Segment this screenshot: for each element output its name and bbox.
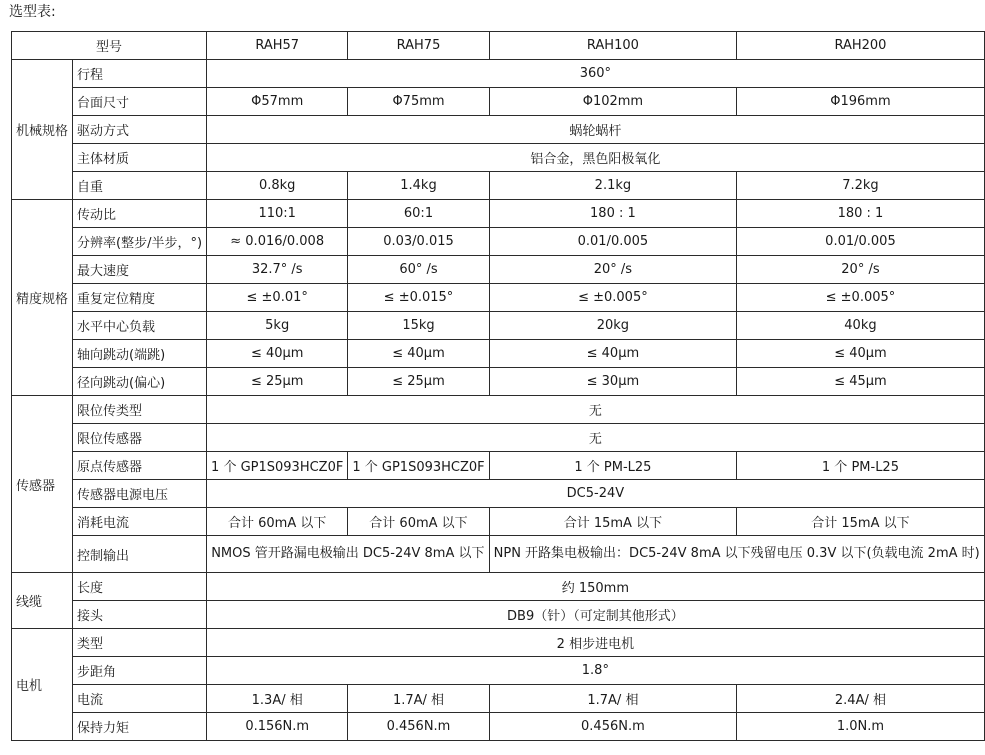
row-value: 0.01/0.005 <box>737 228 985 256</box>
table-row <box>12 480 985 508</box>
table-row <box>12 657 985 685</box>
row-label: 限位传感器 <box>73 424 207 452</box>
row-value: 无 <box>207 396 985 424</box>
row-value: 合计 60mA 以下 <box>207 508 348 536</box>
row-value: 2.1kg <box>489 172 737 200</box>
row-value: 1.7A/ 相 <box>489 685 737 713</box>
table-row <box>12 424 985 452</box>
row-label: 原点传感器 <box>73 452 207 480</box>
table-row <box>12 573 985 601</box>
row-value: NPN 开路集电极输出：DC5-24V 8mA 以下残留电压 0.3V 以下(负载电流 2mA 时) <box>489 536 984 573</box>
table-row <box>12 200 985 228</box>
row-value: ≤ 25μm <box>348 368 489 396</box>
table-row <box>12 340 985 368</box>
row-value: 约 150mm <box>207 573 985 601</box>
row-value: Φ75mm <box>348 88 489 116</box>
table-row <box>12 60 985 88</box>
row-value: 7.2kg <box>737 172 985 200</box>
row-label: 行程 <box>73 60 207 88</box>
table-row <box>12 284 985 312</box>
row-label: 台面尺寸 <box>73 88 207 116</box>
row-value: 0.456N.m <box>348 713 489 741</box>
row-label: 主体材质 <box>73 144 207 172</box>
row-value: 20° /s <box>737 256 985 284</box>
row-label: 类型 <box>73 629 207 657</box>
table-row <box>12 452 985 480</box>
row-value: Φ196mm <box>737 88 985 116</box>
row-value: 蜗轮蜗杆 <box>207 116 985 144</box>
row-label: 传动比 <box>73 200 207 228</box>
row-value: 1.0N.m <box>737 713 985 741</box>
row-value: ≤ ±0.005° <box>489 284 737 312</box>
row-value: ≤ 30μm <box>489 368 737 396</box>
table-row <box>12 228 985 256</box>
table-row <box>12 88 985 116</box>
model-header: RAH200 <box>737 32 985 60</box>
row-value: DC5-24V <box>207 480 985 508</box>
row-label: 保持力矩 <box>73 713 207 741</box>
row-value: 2.4A/ 相 <box>737 685 985 713</box>
row-label: 控制输出 <box>73 536 207 573</box>
row-value: ≈ 0.016/0.008 <box>207 228 348 256</box>
row-value: 1 个 GP1S093HCZ0F <box>207 452 348 480</box>
row-value: 1 个 GP1S093HCZ0F <box>348 452 489 480</box>
row-value: 20kg <box>489 312 737 340</box>
header-label: 型号 <box>12 32 207 60</box>
row-value: ≤ 45μm <box>737 368 985 396</box>
row-value: ≤ ±0.015° <box>348 284 489 312</box>
row-value: 0.156N.m <box>207 713 348 741</box>
row-value: 180 : 1 <box>489 200 737 228</box>
row-label: 电流 <box>73 685 207 713</box>
row-value: 360° <box>207 60 985 88</box>
table-row <box>12 396 985 424</box>
row-value: 1.7A/ 相 <box>348 685 489 713</box>
model-header: RAH75 <box>348 32 489 60</box>
row-value: 60° /s <box>348 256 489 284</box>
row-label: 接头 <box>73 601 207 629</box>
row-value: 合计 15mA 以下 <box>737 508 985 536</box>
row-label: 水平中心负载 <box>73 312 207 340</box>
row-label: 径向跳动(偏心) <box>73 368 207 396</box>
row-label: 步距角 <box>73 657 207 685</box>
model-header: RAH57 <box>207 32 348 60</box>
row-value: 合计 15mA 以下 <box>489 508 737 536</box>
row-value: 合计 60mA 以下 <box>348 508 489 536</box>
group-label-cable: 线缆 <box>12 573 73 629</box>
table-row <box>12 172 985 200</box>
row-value: 180 : 1 <box>737 200 985 228</box>
table-row <box>12 144 985 172</box>
row-value: ≤ 40μm <box>207 340 348 368</box>
row-label: 最大速度 <box>73 256 207 284</box>
row-value: ≤ 25μm <box>207 368 348 396</box>
row-value: 5kg <box>207 312 348 340</box>
row-value: 无 <box>207 424 985 452</box>
row-value: 1 个 PM-L25 <box>737 452 985 480</box>
page-title: 选型表: <box>9 4 56 20</box>
table-row <box>12 629 985 657</box>
row-label: 自重 <box>73 172 207 200</box>
row-label: 重复定位精度 <box>73 284 207 312</box>
row-value: 0.01/0.005 <box>489 228 737 256</box>
table-row <box>12 116 985 144</box>
row-value: 110:1 <box>207 200 348 228</box>
row-value: 1.3A/ 相 <box>207 685 348 713</box>
row-value: ≤ 40μm <box>737 340 985 368</box>
row-value: 15kg <box>348 312 489 340</box>
table-row <box>12 508 985 536</box>
row-value: 0.8kg <box>207 172 348 200</box>
row-value: 0.456N.m <box>489 713 737 741</box>
row-value: ≤ 40μm <box>489 340 737 368</box>
row-label: 长度 <box>73 573 207 601</box>
table-row <box>12 536 985 573</box>
spec-table <box>11 31 985 741</box>
table-row <box>12 256 985 284</box>
row-value: 1.8° <box>207 657 985 685</box>
table-row <box>12 685 985 713</box>
row-value: 1 个 PM-L25 <box>489 452 737 480</box>
table-row <box>12 601 985 629</box>
row-value: ≤ ±0.005° <box>737 284 985 312</box>
row-value: 0.03/0.015 <box>348 228 489 256</box>
row-value: Φ57mm <box>207 88 348 116</box>
row-label: 驱动方式 <box>73 116 207 144</box>
row-value: Φ102mm <box>489 88 737 116</box>
group-label-motor: 电机 <box>12 629 73 741</box>
row-value: ≤ ±0.01° <box>207 284 348 312</box>
group-label-sensor: 传感器 <box>12 396 73 573</box>
row-value: 2 相步进电机 <box>207 629 985 657</box>
row-label: 轴向跳动(端跳) <box>73 340 207 368</box>
row-value: ≤ 40μm <box>348 340 489 368</box>
row-label: 分辨率(整步/半步，°) <box>73 228 207 256</box>
row-value: 40kg <box>737 312 985 340</box>
row-value: 铝合金，黑色阳极氧化 <box>207 144 985 172</box>
model-header: RAH100 <box>489 32 737 60</box>
row-value: 60:1 <box>348 200 489 228</box>
row-value: DB9（针）（可定制其他形式） <box>207 601 985 629</box>
row-label: 传感器电源电压 <box>73 480 207 508</box>
row-value: 20° /s <box>489 256 737 284</box>
table-row <box>12 713 985 741</box>
row-label: 消耗电流 <box>73 508 207 536</box>
table-row <box>12 368 985 396</box>
group-label-precision: 精度规格 <box>12 200 73 396</box>
table-header-row <box>12 32 985 60</box>
row-value: 32.7° /s <box>207 256 348 284</box>
table-row <box>12 312 985 340</box>
row-value: NMOS 管开路漏电极输出 DC5-24V 8mA 以下 <box>207 536 490 573</box>
row-value: 1.4kg <box>348 172 489 200</box>
group-label-mechanical: 机械规格 <box>12 60 73 200</box>
row-label: 限位传类型 <box>73 396 207 424</box>
